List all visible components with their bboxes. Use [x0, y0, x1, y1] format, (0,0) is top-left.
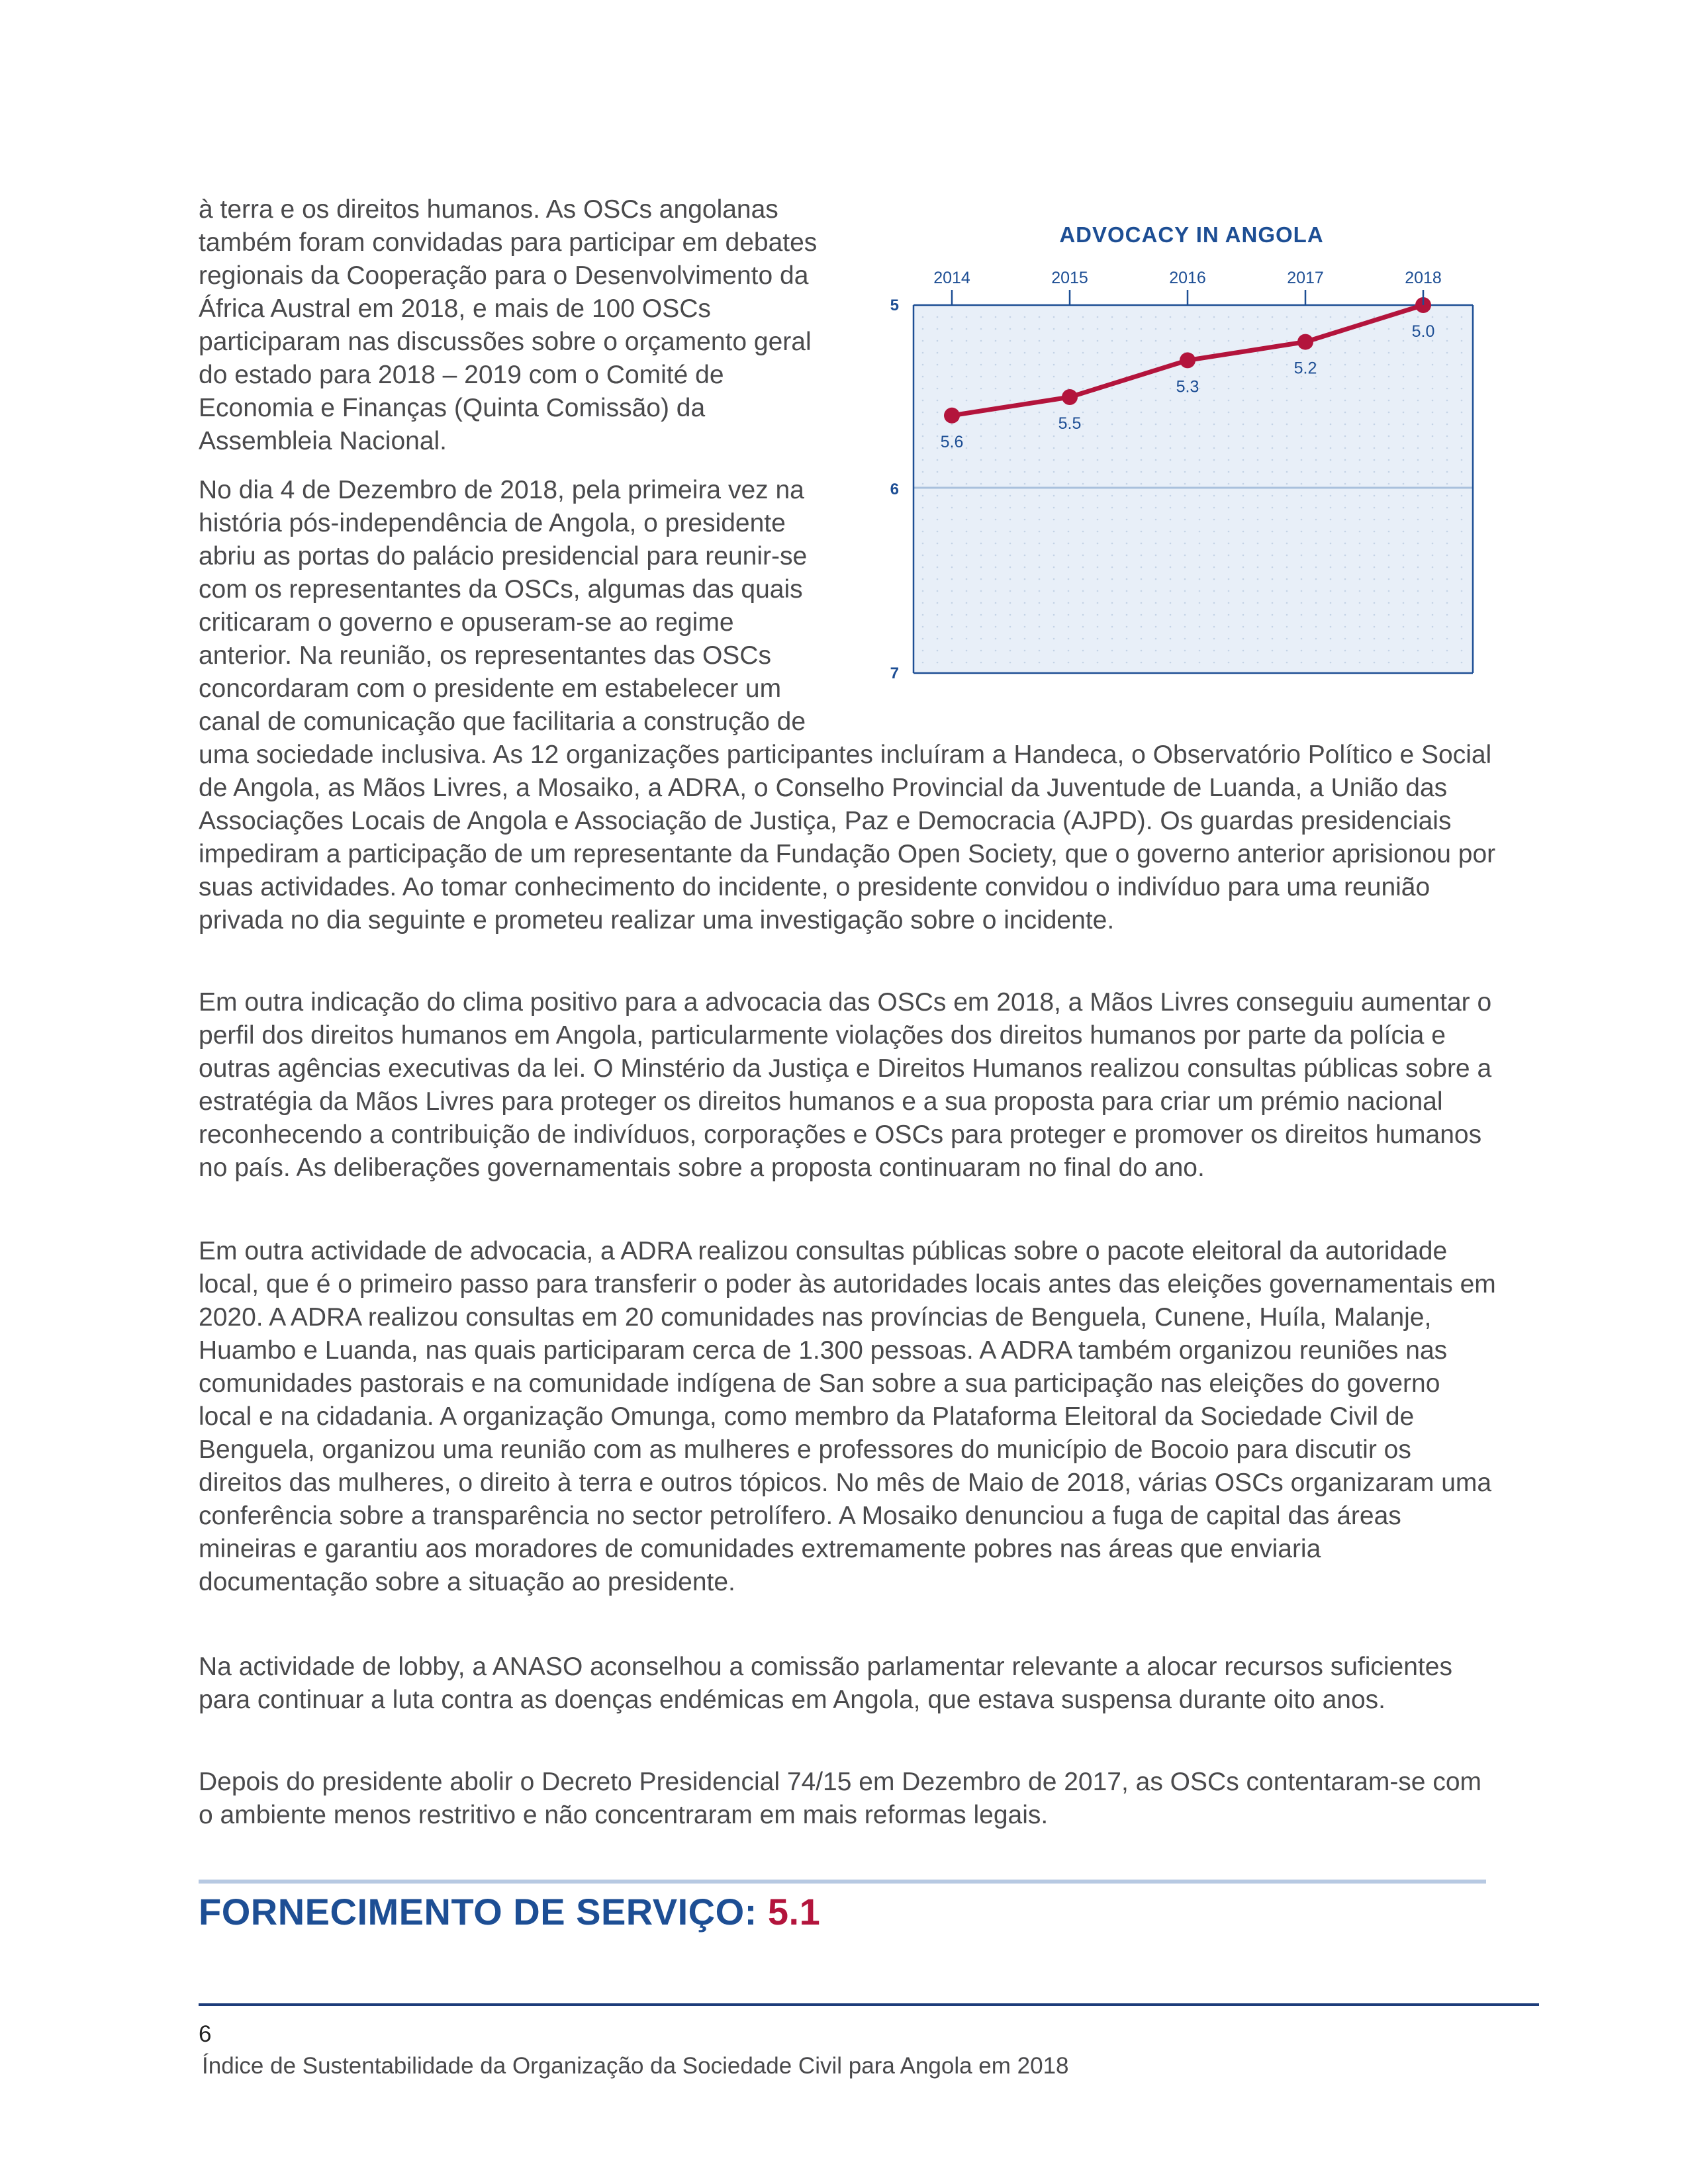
data-label: 5.2 — [1293, 359, 1317, 378]
data-label: 5.0 — [1411, 322, 1435, 341]
y-tick-label: 7 — [890, 664, 899, 682]
page-number: 6 — [199, 2021, 212, 2047]
paragraph-1: à terra e os direitos humanos. As OSCs angolanas também foram convidadas para participar em debates regionais da Cooperação para o Desenvolvimento da África Austral em 2018, e mais de 100 OSCs participaram nas discussões sobre o orçamento geral do estado para 2018 – 2019 com o Comité de Economia e Finanças (Quinta Comissão) da Assembleia Nacional. — [199, 195, 818, 455]
paragraph-2-line: No dia 4 de Dezembro de 2018, pela primeira vez na — [199, 476, 804, 504]
paragraph-2-line: história pós-independência de Angola, o presidente — [199, 509, 786, 537]
data-point — [944, 408, 960, 424]
paragraph-2-continuation: uma sociedade inclusiva. As 12 organizações participantes incluíram a Handeca, o Observatório Político e Social de Angola, as Mãos Livres, a Mosaiko, a ADRA, o Conselho Provincial da Juventude de Luanda, a União das Associações Locais de Angola e Associação de Justiça, Paz e Democracia (AJPD). Os guardas presidenciais impediram a participação de um representante da Fundação Open Society, que o governo anterior aprisionou por suas actividades. Ao tomar conhecimento do incidente, o presidente convidou o indivíduo para uma reunião privada no dia seguinte e prometeu realizar uma investigação sobre o incidente. — [199, 741, 1496, 934]
section-divider — [199, 1880, 1486, 1884]
footer-title: Índice de Sustentabilidade da Organização da Sociedade Civil para Angola em 2018 — [202, 2053, 1069, 2079]
paragraph-2-line: anterior. Na reunião, os representantes das OSCs — [199, 641, 771, 670]
paragraph-6: Depois do presidente abolir o Decreto Presidencial 74/15 em Dezembro de 2017, as OSCs contentaram-se com o ambiente menos restritivo e não concentraram em mais reformas legais. — [199, 1768, 1482, 1829]
paragraph-3: Em outra indicação do clima positivo para a advocacia das OSCs em 2018, a Mãos Livres conseguiu aumentar o perfil dos direitos humanos em Angola, particularmente violações dos direitos humanos por parte da polícia e outras agências executivas da lei. O Minstério da Justiça e Direitos Humanos realizou consultas públicas sobre a estratégia da Mãos Livres para proteger os direitos humanos e a sua proposta para criar um prémio nacional reconhecendo a contribuição de indivíduos, corporações e OSCs para proteger e promover os direitos humanos no país. As deliberações governamentais sobre a proposta continuaram no final do ano. — [199, 988, 1492, 1182]
paragraph-2 — [199, 474, 1523, 937]
x-tick-label: 2018 — [1405, 269, 1442, 287]
data-label: 5.3 — [1176, 377, 1199, 396]
y-tick-label: 6 — [890, 480, 899, 498]
paragraph-2-line: concordaram com o presidente em estabelecer um — [199, 674, 782, 703]
paragraph-2-line: criticaram o governo e opuseram-se ao regime — [199, 608, 734, 637]
x-tick-label: 2017 — [1287, 269, 1324, 287]
y-tick-label: 5 — [890, 296, 899, 314]
section-heading — [199, 1889, 820, 1935]
paragraph-2-line: canal de comunicação que facilitaria a construção de — [199, 707, 806, 736]
footer-divider — [199, 2003, 1539, 2006]
data-point — [1062, 389, 1078, 405]
section-score: 5.1 — [767, 1891, 821, 1933]
x-tick-label: 2016 — [1169, 269, 1206, 287]
paragraph-2-line: com os representantes da OSCs, algumas das quais — [199, 575, 803, 604]
data-point — [1180, 352, 1196, 368]
paragraph-4: Em outra actividade de advocacia, a ADRA realizou consultas públicas sobre o pacote eleitoral da autoridade local, que é o primeiro passo para transferir o poder às autoridades locais antes das eleições governamentais em 2020. A ADRA realizou consultas em 20 comunidades nas províncias de Benguela, Cunene, Huíla, Malanje, Huambo e Luanda, nas quais participaram cerca de 1.300 pessoas. A ADRA também organizou reuniões nas comunidades pastorais e na comunidade indígena de San sobre a sua participação nas eleições do governo local e na cidadania. A organização Omunga, como membro da Plataforma Eleitoral da Sociedade Civil de Benguela, organizou uma reunião com as mulheres e professores do município de Bocoio para discutir os direitos das mulheres, o direito à terra e outros tópicos. No mês de Maio de 2018, várias OSCs organizaram uma conferência sobre a transparência no sector petrolífero. A Mosaiko denunciou a fuga de capital das áreas mineiras e garantiu aos moradores de comunidades extremamente pobres nas áreas que enviaria documentação sobre a situação ao presidente. — [199, 1237, 1496, 1596]
chart-title: ADVOCACY IN ANGOLA — [1059, 222, 1324, 247]
paragraph-2-line: abriu as portas do palácio presidencial para reunir-se — [199, 542, 808, 570]
x-tick-label: 2015 — [1051, 269, 1088, 287]
section-heading-label: FORNECIMENTO DE SERVIÇO: — [199, 1891, 768, 1933]
paragraph-5: Na actividade de lobby, a ANASO aconselhou a comissão parlamentar relevante a alocar recursos suficientes para continuar a luta contra as doenças endémicas em Angola, que estava suspensa durante oito anos. — [199, 1653, 1452, 1714]
data-label: 5.5 — [1058, 414, 1082, 433]
data-label: 5.6 — [940, 432, 964, 451]
data-point — [1297, 334, 1313, 350]
x-tick-label: 2014 — [933, 269, 970, 287]
